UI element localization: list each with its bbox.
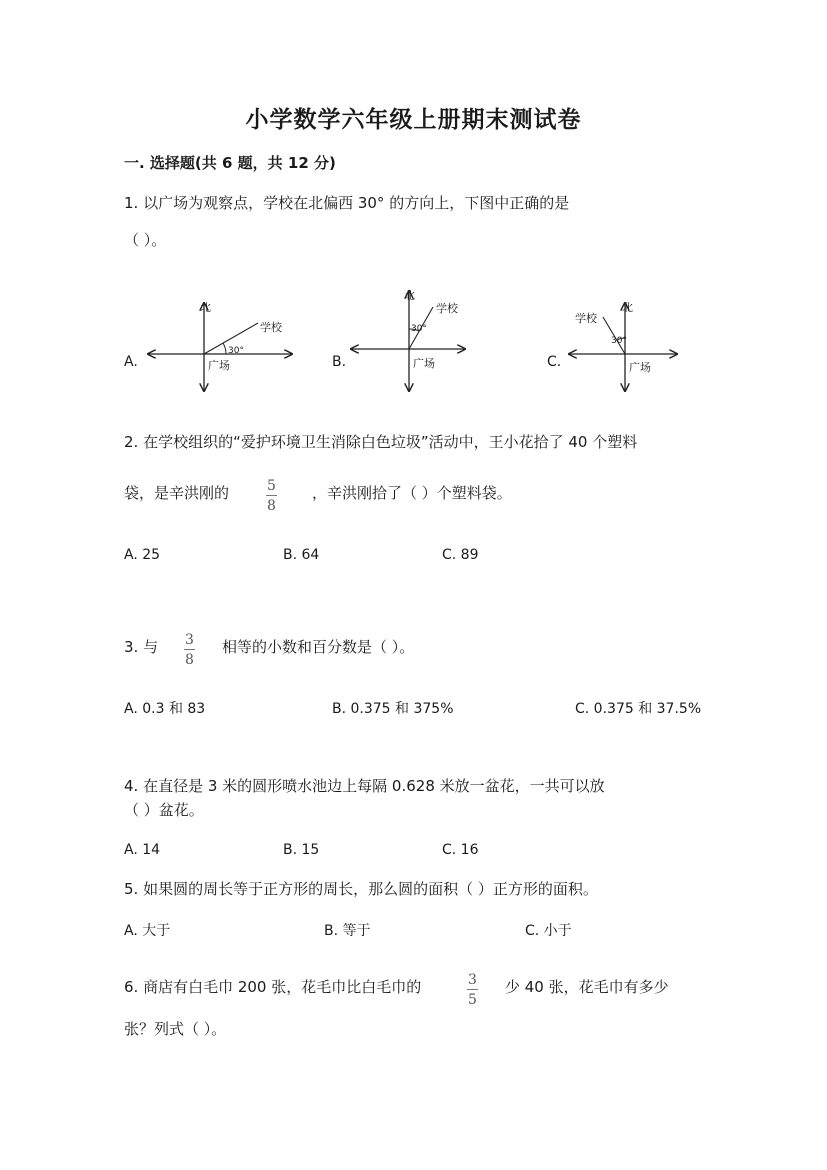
option-5c: C. 小于 <box>525 923 572 939</box>
option-5a: A. 大于 <box>124 923 171 939</box>
fraction-three-eighths <box>184 632 195 668</box>
north-label: 北 <box>200 301 211 314</box>
fraction-numerator: 5 <box>267 478 276 494</box>
question-6-blank: 张？列式（ ）。 <box>124 1020 227 1038</box>
option-4b: B. 15 <box>283 842 320 858</box>
fraction-denominator: 5 <box>468 992 477 1008</box>
angle-label: 30° <box>411 324 427 334</box>
question-1-text: 1. 以广场为观察点，学校在北偏西 30° 的方向上，下图中正确的是 <box>124 194 570 212</box>
option-1b-diagram <box>345 285 475 395</box>
fraction-denominator: 8 <box>267 498 276 514</box>
question-1-blank: （ ）。 <box>124 231 167 249</box>
option-2a: A. 25 <box>124 547 161 563</box>
option-4c: C. 16 <box>442 842 479 858</box>
option-4a: A. 14 <box>124 842 161 858</box>
plaza-label: 广场 <box>413 357 435 370</box>
fraction-numerator: 3 <box>185 632 194 648</box>
question-2-text: 2. 在学校组织的“爱护环境卫生消除白色垃圾”活动中，王小花拾了 40 个塑料 <box>124 433 638 451</box>
angle-arc <box>223 343 226 354</box>
plaza-label: 广场 <box>629 361 651 374</box>
option-5b: B. 等于 <box>324 923 371 939</box>
page-title: 小学数学六年级上册期末测试卷 <box>245 106 582 133</box>
option-3a: A. 0.3 和 83 <box>124 701 206 717</box>
angle-label: 30° <box>611 336 627 346</box>
question-2-text-cont: 袋，是辛洪刚的 <box>124 484 230 502</box>
fraction-numerator: 3 <box>468 972 477 988</box>
fraction-bar <box>184 649 195 650</box>
question-6-text-cont: 少 40 张，花毛巾有多少 <box>505 978 669 996</box>
option-3c: C. 0.375 和 37.5% <box>575 701 702 717</box>
question-4-blank: （ ）盆花。 <box>124 801 204 819</box>
question-6-text: 6. 商店有白毛巾 200 张，花毛巾比白毛巾的 <box>124 978 422 996</box>
option-1c-label: C. <box>547 354 562 370</box>
angle-label: 30° <box>228 346 244 356</box>
option-1b-label: B. <box>332 354 347 370</box>
option-1a-label: A. <box>124 354 138 370</box>
north-label: 北 <box>404 289 415 302</box>
fraction-bar <box>266 495 277 496</box>
question-3-blank: 相等的小数和百分数是（ ）。 <box>222 638 415 656</box>
option-1c-diagram <box>565 295 685 395</box>
question-3-text: 3. 与 <box>124 638 159 656</box>
option-2c: C. 89 <box>442 547 479 563</box>
option-1a-diagram <box>140 295 300 395</box>
question-2-blank: ，辛洪刚拾了（ ）个塑料袋。 <box>312 484 512 502</box>
plaza-label: 广场 <box>208 359 230 372</box>
fraction-five-eighths <box>266 478 277 514</box>
school-label: 学校 <box>575 312 597 325</box>
fraction-denominator: 8 <box>185 652 194 668</box>
question-4-text: 4. 在直径是 3 米的圆形喷水池边上每隔 0.628 米放一盆花，一共可以放 <box>124 777 605 795</box>
fraction-bar <box>467 989 478 990</box>
section-heading: 一. 选择题(共 6 题，共 12 分) <box>124 154 336 172</box>
school-label: 学校 <box>436 302 458 315</box>
option-2b: B. 64 <box>283 547 320 563</box>
option-3b: B. 0.375 和 375% <box>332 701 454 717</box>
school-label: 学校 <box>260 321 282 334</box>
fraction-three-fifths <box>467 972 478 1008</box>
north-label: 北 <box>622 301 633 314</box>
question-5-text: 5. 如果圆的周长等于正方形的周长，那么圆的面积（ ）正方形的面积。 <box>124 880 598 898</box>
